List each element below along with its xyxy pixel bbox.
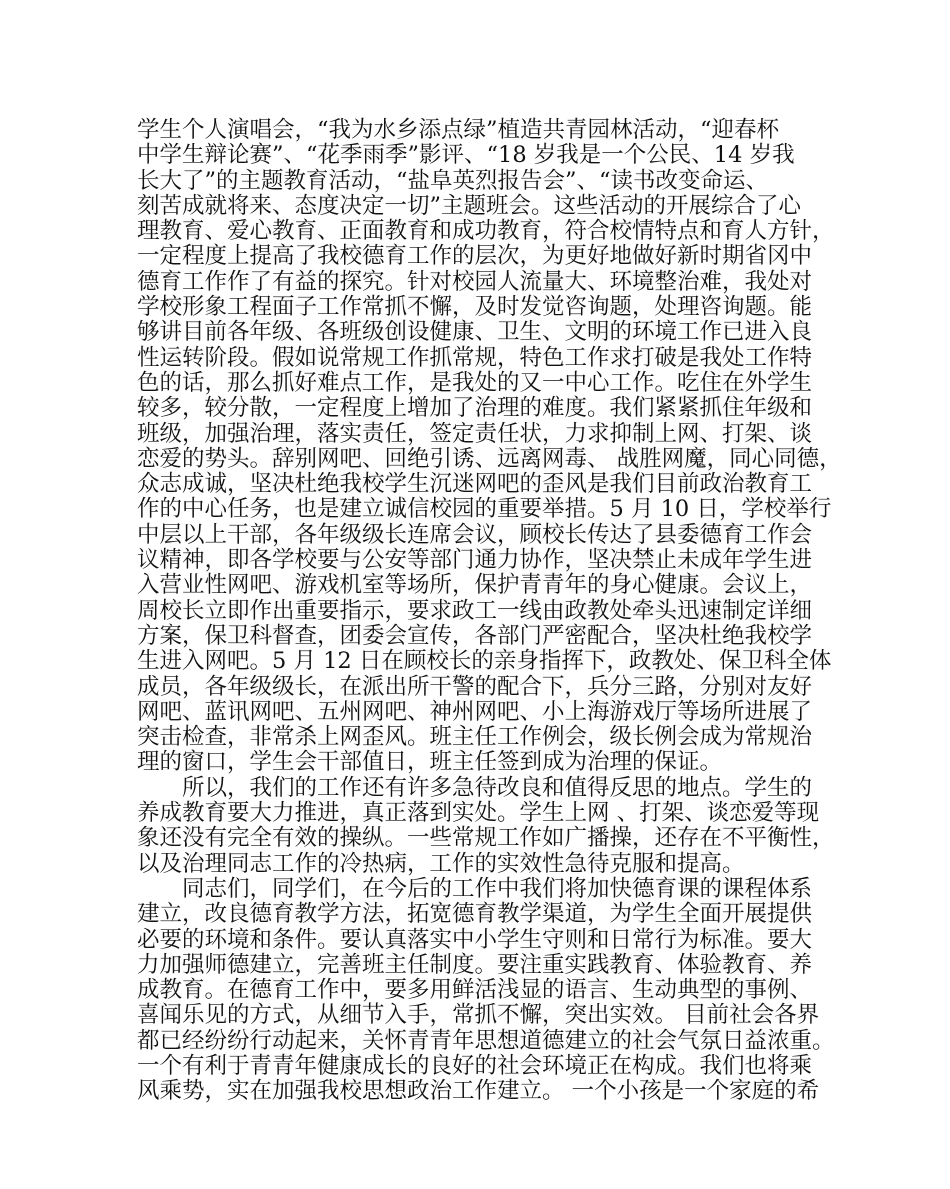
text-line: 众志成诚，坚决杜绝我校学生沉迷网吧的歪风是我们目前政治教育工	[137, 471, 813, 498]
text-line: 网吧、蓝讯网吧、五州网吧、神州网吧、小上海游戏厅等场所进展了	[137, 698, 813, 725]
text-line: 以及治理同志工作的冷热病，工作的实效性急待克服和提高。	[137, 850, 745, 877]
text-line: 成教育。在德育工作中，要多用鲜活浅显的语言、生动典型的事例、	[137, 977, 813, 1004]
text-line: 学校形象工程面子工作常抓不懈，及时发觉咨询题，处理咨询题。能	[137, 294, 813, 321]
paragraph-start-line: 同志们，同学们，在今后的工作中我们将加快德育课的课程体系	[182, 875, 813, 902]
text-line: 议精神，即各学校要与公安等部门通力协作，坚决禁止未成年学生进	[137, 547, 813, 574]
text-line: 较多，较分散，一定程度上增加了治理的难度。我们紧紧抓住年级和	[137, 395, 813, 422]
text-line: 都已经纷纷行动起来，关怀青青年思想道德建立的社会气氛日益浓重。	[137, 1027, 835, 1054]
text-line: 周校长立即作出重要指示，要求政工一线由政教处牵头迅速制定详细	[137, 597, 813, 624]
paragraph-start-line: 所以，我们的工作还有许多急待改良和值得反思的地点。学生的	[182, 774, 813, 801]
text-line: 够讲目前各年级、各班级创设健康、卫生、文明的环境工作已进入良	[137, 319, 813, 346]
text-line: 作的中心任务，也是建立诚信校园的重要举措。5 月 10 日，学校举行	[137, 496, 832, 523]
text-line: 班级，加强治理，落实责任，签定责任状，力求抑制上网、打架、谈	[137, 420, 813, 447]
text-line: 风乘势，实在加强我校思想政治工作建立。 一个小孩是一个家庭的希	[137, 1078, 820, 1105]
text-line: 生进入网吧。5 月 12 日在顾校长的亲身指挥下，政教处、保卫科全体	[137, 648, 832, 675]
text-line: 突击检查，非常杀上网歪风。班主任工作例会，级长例会成为常规治	[137, 724, 813, 751]
text-line: 长大了”的主题教育活动，“盐阜英烈报告会”、“读书改变命运、	[137, 167, 769, 194]
text-line: 喜闻乐见的方式，从细节入手，常抓不懈，突出实效。 目前社会各界	[137, 1002, 820, 1029]
text-line: 一定程度上提高了我校德育工作的层次，为更好地做好新时期省冈中	[137, 243, 813, 270]
text-line: 养成教育要大力推进，真正落到实处。学生上网 、打架、谈恋爱等现	[137, 800, 820, 827]
text-line: 性运转阶段。假如说常规工作抓常规，特色工作求打破是我处工作特	[137, 344, 813, 371]
text-line: 一个有利于青青年健康成长的良好的社会环境正在构成。我们也将乘	[137, 1052, 813, 1079]
text-line: 成员，各年级级长，在派出所干警的配合下，兵分三路，分别对友好	[137, 673, 813, 700]
text-line: 力加强师德建立，完善班主任制度。要注重实践教育、体验教育、养	[137, 951, 813, 978]
text-line: 入营业性网吧、游戏机室等场所，保护青青年的身心健康。会议上，	[137, 572, 813, 599]
text-line: 中层以上干部，各年级级长连席会议，顾校长传达了县委德育工作会	[137, 521, 813, 548]
text-line: 象还没有完全有效的操纵。一些常规工作如广播操，还存在不平衡性，	[137, 825, 835, 852]
text-line: 必要的环境和条件。要认真落实中小学生守则和日常行为标准。要大	[137, 926, 813, 953]
text-line: 刻苦成就将来、态度决定一切”主题班会。这些活动的开展综合了心	[137, 192, 802, 219]
text-line: 理教育、爱心教育、正面教育和成功教育，符合校情特点和育人方针，	[137, 218, 835, 245]
text-line: 中学生辩论赛”、“花季雨季”影评、“18 岁我是一个公民、14 岁我	[137, 142, 795, 169]
text-line: 建立，改良德育教学方法，拓宽德育教学渠道，为学生全面开展提供	[137, 901, 813, 928]
text-line: 理的窗口，学生会干部值日，班主任签到成为治理的保证。	[137, 749, 723, 776]
text-line: 学生个人演唱会，“我为水乡添点绿”植造共青园林活动，“迎春杯	[137, 117, 780, 143]
text-line: 恋爱的势头。辞别网吧、回绝引诱、远离网毒、 战胜网魔，同心同德，	[137, 445, 842, 472]
body-text	[137, 117, 842, 1105]
text-line: 德育工作作了有益的探究。针对校园人流量大、环境整治难，我处对	[137, 268, 813, 295]
text-line: 方案，保卫科督查，团委会宣传，各部门严密配合，坚决杜绝我校学	[137, 622, 813, 649]
text-line: 色的话，那么抓好难点工作，是我处的又一中心工作。吃住在外学生	[137, 369, 813, 396]
